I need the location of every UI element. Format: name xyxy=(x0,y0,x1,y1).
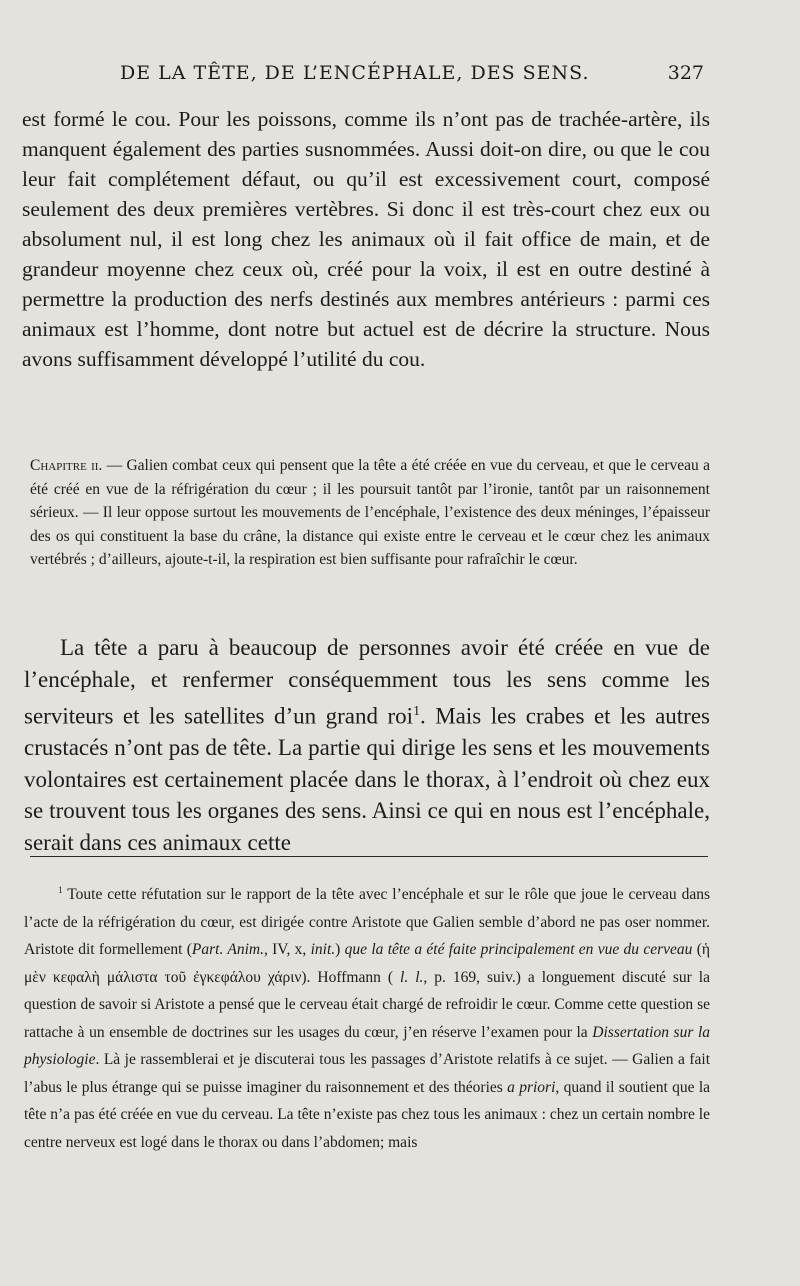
footnote-italic-6: a priori xyxy=(507,1078,556,1096)
footnote-italic-5: Dissertation sur la physiologie xyxy=(24,1023,711,1069)
footnote-marker: 1 xyxy=(58,886,63,896)
chapter-label: Chapitre ii. xyxy=(30,457,103,474)
continuation-paragraph xyxy=(22,104,710,374)
footnote-text-3: ) xyxy=(335,941,345,959)
footnote-italic-3: que la tête a été faite principalement en vue du cerveau xyxy=(344,941,693,959)
footnote-italic-4: l. l. xyxy=(400,968,424,986)
chapter-text-part-2: . Mais les crabes et les autres crustacés n’ont pas de tête. La partie qui dirige les sens et les mouvements volontaires est certainement placée dans le thorax, à l’endroit où chez eux se trouvent tous les organes des sens. Ainsi ce qui en nous est l’encéphale, serait dans ces animaux cette xyxy=(24,703,710,855)
footnote-divider xyxy=(30,856,708,857)
footnote-paragraph xyxy=(24,878,710,1156)
chapter-paragraph xyxy=(24,632,710,858)
chapter-text xyxy=(24,632,710,858)
footnote-text-5: , p. 169, suiv.) a longuement discuté sur la question de savoir si Aristote a pensé que le cerveau était chargé de refroidir le cœur. Comme cette question se rattache à un ensemble de doctrines sur les usages du cœur, j’en réserve l’examen pour la xyxy=(24,968,710,1041)
footnote-reference: 1 xyxy=(413,703,420,718)
footnote-text-6: . Là je rassemblerai et je discuterai tous les passages d’Aristote relatifs à ce sujet. — Galien a fait l’abus le plus étrange qui se puisse imaginer du raisonnement et des théories xyxy=(24,1051,710,1096)
running-head-title: DE LA TÊTE, DE L’ENCÉPHALE, DES SENS. xyxy=(120,62,590,84)
continuation-text: est formé le cou. Pour les poissons, comme ils n’ont pas de trachée-artère, ils manquent également des parties susnommées. Aussi doit-on dire, ou que le cou leur fait complétement défaut, ou qu’il est excessivement court, composé seulement des deux premières vertèbres. Si donc il est très-court chez eux ou absolument nul, il est long chez les animaux où il fait office de main, et de grandeur moyenne chez ceux où, créé pour la voix, il est en outre destiné à permettre la production des nerfs destinés aux membres antérieurs : parmi ces animaux est l’homme, dont notre but actuel est de décrire la structure. Nous avons suffisamment développé l’utilité du cou. xyxy=(22,107,710,371)
footnote-italic-2: init. xyxy=(310,941,336,959)
footnote-italic-1: Part. Anim. xyxy=(191,941,264,959)
footnote-text-2: , IV, x, xyxy=(263,941,311,959)
footnote-text-7: , quand il soutient que la tête n’a pas été créée en vue du cerveau. La tête n’existe pas chez tous les animaux : chez un certain nombre le centre nerveux est logé dans le thorax ou dans l’abdomen; mais xyxy=(24,1078,710,1151)
chapter-summary xyxy=(30,454,710,572)
footnote-text-1: Toute cette réfutation sur le rapport de la tête avec l’encéphale et sur le rôle que joue le cerveau dans l’acte de la réfrigération du cœur, est dirigée contre Aristote que Galien semble d’abord ne pas oser nommer. Aristote dit formellement ( xyxy=(24,886,710,959)
running-head xyxy=(0,62,800,98)
chapter-text-part-1: La tête a paru à beaucoup de personnes avoir été créée en vue de l’encéphale, et renfermer conséquemment tous les sens comme les serviteurs et les satellites d’un grand roi xyxy=(24,635,710,729)
page-number: 327 xyxy=(667,62,704,84)
chapter-summary-text: — Galien combat ceux qui pensent que la tête a été créée en vue du cerveau, et que le cerveau a été créé en vue de la réfrigération du cœur ; il les poursuit tantôt par l’ironie, tantôt par un raisonnement sérieux. — Il leur oppose surtout les mouvements de l’encéphale, l’existence des deux méninges, l’épaisseur des os qui constituent la base du crâne, la distance qui existe entre le cerveau et le cœur chez les animaux vertébrés ; d’ailleurs, ajoute-t-il, la respiration est bien suffisante pour rafraîchir le cœur. xyxy=(30,457,710,568)
footnote xyxy=(24,878,710,1156)
footnote-text-4: (ἡ μὲν κεφαλὴ μάλιστα τοῦ ἐγκεφάλου χάριν). Hoffmann ( xyxy=(24,941,710,986)
